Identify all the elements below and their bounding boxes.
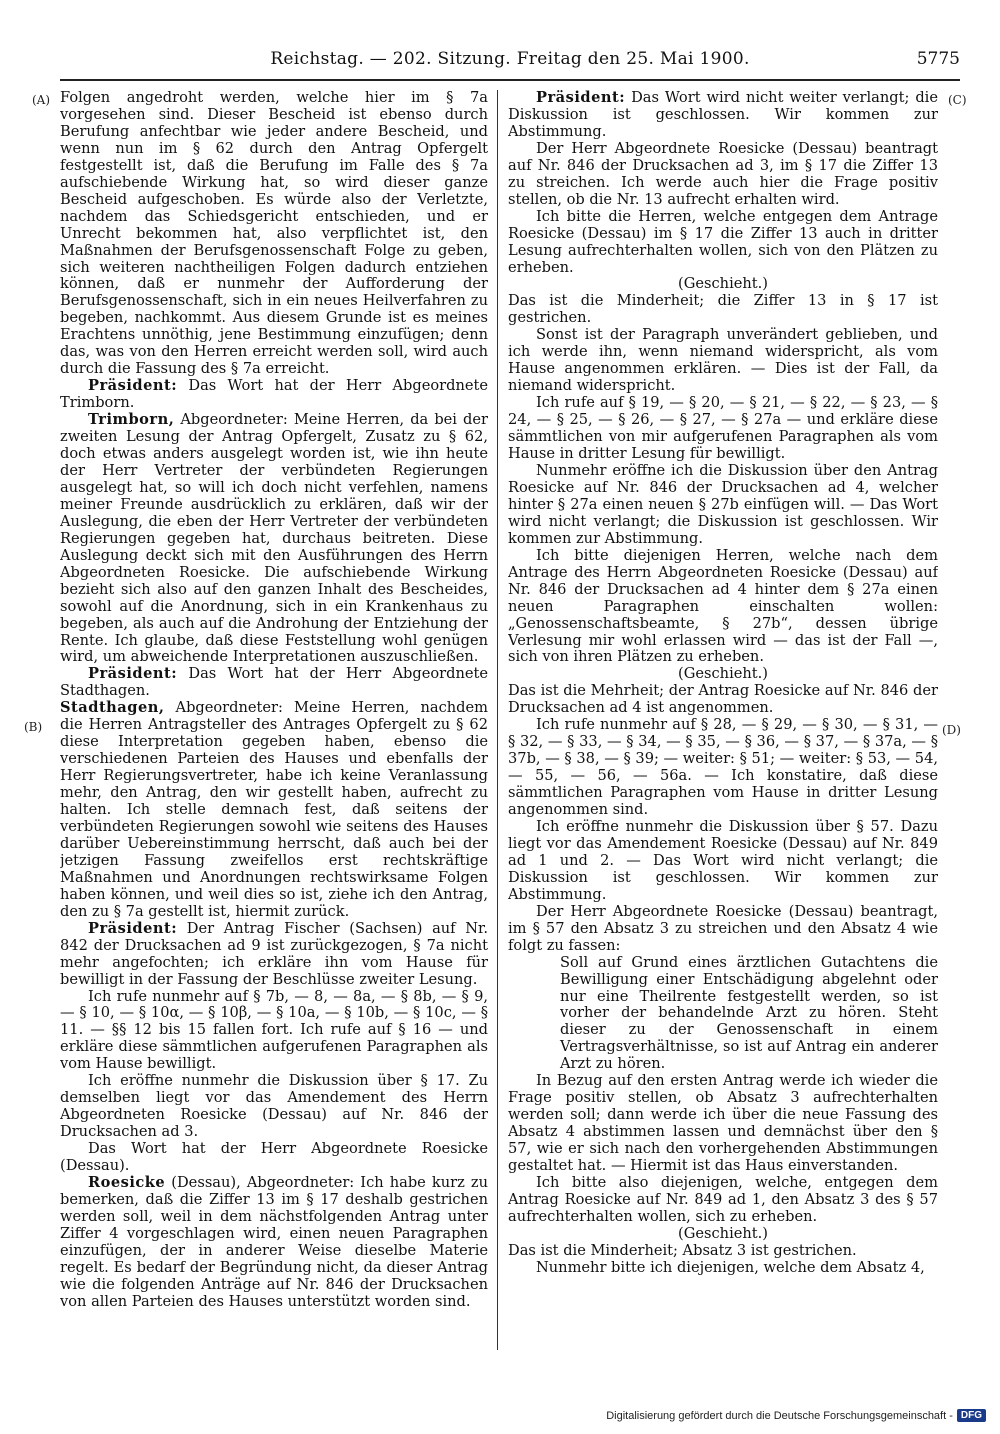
paragraph-text: Nunmehr bitte ich diejenigen, welche dem Absatz 4,: [536, 1258, 925, 1276]
paragraph: [60, 989, 488, 1074]
margin-marker-d: (D): [942, 723, 961, 737]
paragraph: [508, 904, 938, 955]
paragraph-text: Ich bitte also diejenigen, welche, entgegen dem Antrag Roesicke auf Nr. 849 ad 1, den Absatz 3 des § 57 aufrechterhalten wollen, sich zu erheben.: [508, 1174, 938, 1225]
paragraph: [508, 683, 938, 717]
paragraph: [60, 378, 488, 412]
paragraph: [60, 700, 488, 920]
paragraph: [508, 209, 938, 277]
paragraph-text: Der Herr Abgeordnete Roesicke (Dessau) beantragt auf Nr. 846 der Drucksachen ad 3, im § 17 die Ziffer 13 zu streichen. Ich werde auch hier die Frage positiv stellen, ob die Nr. 13 aufrecht erhalten wird.: [508, 139, 938, 208]
paragraph-text: Der Antrag Fischer (Sachsen) auf Nr. 842 der Drucksachen ad 9 ist zurückgezogen, § 7a nicht mehr angefochten; ich erkläre ihn vom Hause für bewilligt in der Fassung der Beschlüsse zweiter Lesung.: [60, 919, 488, 988]
paragraph-text: Das ist die Minderheit; die Ziffer 13 in § 17 ist gestrichen.: [508, 292, 938, 327]
paragraph: [60, 921, 488, 989]
margin-marker-a: (A): [32, 93, 51, 107]
speaker-name: Präsident:: [88, 665, 178, 683]
footer-credit: [606, 1409, 986, 1422]
page-title: Reichstag. — 202. Sitzung. Freitag den 25. Mai 1900.: [270, 49, 750, 69]
paragraph: [508, 293, 938, 327]
paragraph: [508, 666, 938, 683]
speaker-name: Trimborn,: [88, 411, 175, 429]
paragraph-text: Das ist die Mehrheit; der Antrag Roesicke auf Nr. 846 der Drucksachen ad 4 ist angenommen.: [508, 682, 938, 717]
paragraph-text: In Bezug auf den ersten Antrag werde ich wieder die Frage positiv stellen, ob Absatz 3 aufrechterhalten werden soll; dann werde ich über die neue Fassung des Absatz 4 abstimmen lassen und demnächst über den § 57, wie er sich nach den vorhergehenden Abstimmungen gestaltet hat. — Hiermit ist das Haus einverstanden.: [508, 1072, 938, 1175]
paragraph-text: Folgen angedroht werden, welche hier im § 7a vorgesehen sind. Dieser Bescheid ist ebenso durch Berufung anfechtbar wie jeder andere Bescheid, und wenn nun im § 62 durch den Antrag Opfergelt festgestellt ist, daß die Berufung im Falle des § 7a aufschiebende Wirkung hat, so wird dieser ganze Bescheid aufgeschoben. Es würde also der Verletzte, nachdem das Schiedsgericht entschieden, und er Unrecht bekommen hat, also verpflichtet ist, den Maßnahmen der Berufsgenossenschaft Folge zu geben, sich weiteren nachtheiligen Folgen dadurch entziehen können, daß er nunmehr der Aufforderung der Berufsgenossenschaft, sich in ein neues Heilverfahren zu begeben, nachkommt. Aus diesem Grunde ist es meines Erachtens unnöthig, jene Bestimmung einzufügen; denn das, was von den Herren erreicht werden soll, wird auch durch die Fassung des § 7a erreicht.: [60, 90, 488, 378]
margin-marker-b: (B): [24, 720, 43, 734]
header-rule: [60, 79, 960, 81]
paragraph: [508, 463, 938, 548]
speaker-name: Roesicke: [88, 1174, 166, 1191]
paragraph-text: Das Wort wird nicht weiter verlangt; die Diskussion ist geschlossen. Wir kommen zur Abstimmung.: [508, 90, 938, 140]
paragraph-text: Abgeordneter: Meine Herren, da bei der zweiten Lesung der Antrag Opfergelt, Zusatz zu § 62, doch etwas anders ausgelegt worden ist, wie ihn heute der Herr Vertreter der verbündeten Regierungen ausgelegt hat, so will ich doch nicht verfehlen, namens meiner Freunde ausdrücklich zu erklären, daß wir der Auslegung, die eben der Herr Vertreter der verbündeten Regierungen gegeben hat, durchaus beitreten. Diese Auslegung deckt sich mit den Ausführungen des Herrn Abgeordneten Roesicke. Die aufschiebende Wirkung bezieht sich also auf den ganzen Inhalt des Bescheides, sowohl auf die Anordnung, sich in ein Krankenhaus zu begeben, als auch auf die Androhung der Entziehung der Rente. Ich glaube, daß diese Feststellung wohl genügen wird, um abweichende Interpretationen auszuschließen.: [60, 411, 488, 666]
paragraph: [60, 666, 488, 700]
margin-marker-c: (C): [948, 93, 967, 107]
paragraph: [508, 1226, 938, 1243]
speaker-name: Präsident:: [88, 919, 178, 937]
paragraph: [60, 412, 488, 666]
paragraph: [508, 327, 938, 395]
paragraph: [508, 1073, 938, 1175]
paragraph-text: (Geschieht.): [678, 665, 768, 683]
paragraph: [508, 141, 938, 209]
paragraph: [508, 1175, 938, 1226]
page-header: [60, 45, 960, 75]
speaker-name: Präsident:: [536, 90, 626, 106]
paragraph-text: (Geschieht.): [678, 1224, 768, 1242]
paragraph: [508, 1243, 938, 1260]
paragraph-text: Das Wort hat der Herr Abgeordnete Roesicke (Dessau).: [60, 1140, 488, 1175]
paragraph-text: Nunmehr eröffne ich die Diskussion über den Antrag Roesicke auf Nr. 846 der Drucksachen ad 4, welcher hinter § 27a einen neuen § 27b einfügen will. — Das Wort wird nicht verlangt; die Diskussion ist geschlossen. Wir kommen zur Abstimmung.: [508, 461, 938, 547]
paragraph-text: Ich eröffne nunmehr die Diskussion über § 57. Dazu liegt vor das Amendement Roesicke (Dessau) auf Nr. 849 ad 1 und 2. — Das Wort wird nicht verlangt; die Diskussion ist geschlossen. Wir kommen zur Abstimmung.: [508, 817, 938, 903]
paragraph-text: Ich rufe auf § 19, — § 20, — § 21, — § 22, — § 23, — § 24, — § 25, — § 26, — § 27, — § 27a — und erkläre diese sämmtlichen von mir aufgerufenen Paragraphen als vom Hause in dritter Lesung für bewilligt.: [508, 394, 938, 463]
paragraph: [508, 276, 938, 293]
paragraph: [508, 1260, 938, 1277]
dfg-logo: DFG: [957, 1409, 986, 1422]
paragraph: [508, 717, 938, 819]
paragraph: [60, 1175, 488, 1311]
paragraph-text: Ich rufe nunmehr auf § 28, — § 29, — § 30, — § 31, — § 32, — § 33, — § 34, — § 35, — § 36, — § 37, — § 37a, — § 37b, — § 38, — § 39; — weiter: § 51; — weiter: § 53, — 54, — 55, — 56, — 56a. — Ich konstatire, daß diese sämmtlichen Paragraphen vom Hause in dritter Lesung angenommen sind.: [508, 716, 938, 819]
paragraph-text: Ich bitte diejenigen Herren, welche nach dem Antrage des Herrn Abgeordneten Roesicke (Dessau) auf Nr. 846 der Drucksachen ad 4 hinter dem § 27a einen neuen Paragraphen einschalten wollen: „Genossenschaftsbeamte, § 27b“, dessen übrige Verlesung mir wohl erlassen wird — das ist der Fall —, sich von ihren Plätzen zu erheben.: [508, 546, 938, 666]
paragraph-text: Das Wort hat der Herr Abgeordnete Trimborn.: [60, 377, 488, 412]
speaker-name: Präsident:: [88, 377, 178, 395]
paragraph-text: Sonst ist der Paragraph unverändert geblieben, und ich werde ihn, wenn niemand widerspricht, als vom Hause angenommen erklären. — Dies ist der Fall, da niemand widerspricht.: [508, 326, 938, 395]
paragraph: [60, 90, 488, 378]
footer-text: Digitalisierung gefördert durch die Deutsche Forschungsgemeinschaft -: [606, 1409, 953, 1422]
paragraph-text: Der Herr Abgeordnete Roesicke (Dessau) beantragt, im § 57 den Absatz 3 zu streichen und den Absatz 4 wie folgt zu fassen:: [508, 902, 938, 954]
column-divider: [497, 90, 498, 1350]
left-text-column: [60, 90, 488, 1350]
paragraph-text: Ich rufe nunmehr auf § 7b, — 8, — 8a, — § 8b, — § 9, — § 10, — § 10α, — § 10β, — § 10a, — § 10b, — § 10c, — § 11. — §§ 12 bis 15 fallen fort. Ich rufe auf § 16 — und erkläre diese sämmtlichen aufgerufenen Paragraphen als vom Hause bewilligt.: [60, 987, 488, 1073]
paragraph: [508, 90, 938, 141]
paragraph-text: Das ist die Minderheit; Absatz 3 ist gestrichen.: [508, 1241, 857, 1259]
page-number: 5775: [916, 49, 960, 69]
paragraph-text: Soll auf Grund eines ärztlichen Gutachtens die Bewilligung einer Entschädigung abgelehnt oder nur eine Theilrente festgestellt werden, so ist vorher der behandelnde Arzt zu hören. Steht dieser zu der Genossenschaft in einem Vertragsverhältnisse, so ist auf Antrag ein anderer Arzt zu hören.: [560, 953, 938, 1073]
paragraph-text: (Dessau), Abgeordneter: Ich habe kurz zu bemerken, daß die Ziffer 13 im § 17 deshalb gestrichen werden soll, weil in dem nächstfolgenden Antrag unter Ziffer 4 vorgeschlagen wird, einen neuen Paragraphen einzufügen, der in anderer Weise dieselbe Materie regelt. Es bedarf der Begründung nicht, da dieser Antrag wie die folgenden Anträge auf Nr. 846 der Drucksachen von allen Parteien des Hauses unterstützt worden sind.: [60, 1174, 488, 1310]
paragraph-text: Abgeordneter: Meine Herren, nachdem die Herren Antragsteller des Antrages Opfergelt zu § 62 diese Interpretation gegeben haben, ebenso die verschiedenen Parteien des Hauses und ebenfalls der Herr Regierungsvertreter, habe ich keine Veranlassung mehr, den Antrag, den wir gestellt haben, aufrecht zu halten. Ich stelle demnach fest, daß seitens der verbündeten Regierungen sowohl wie seitens des Hauses darüber Uebereinstimmung herrscht, daß auch bei der jetzigen Fassung zweifellos erst rechtskräftige Maßnahmen und Anordnungen rechtswirksame Folgen haben können, und weil dies so ist, ziehe ich den Antrag, den zu § 7a gestellt ist, hiermit zurück.: [60, 699, 488, 920]
right-text-column: [508, 90, 938, 1350]
paragraph: [60, 1073, 488, 1141]
paragraph: [508, 548, 938, 667]
paragraph: [508, 955, 938, 1074]
speaker-name: Stadthagen,: [60, 699, 165, 717]
paragraph-text: (Geschieht.): [678, 275, 768, 293]
paragraph: [508, 819, 938, 904]
paragraph-text: Das Wort hat der Herr Abgeordnete Stadthagen.: [60, 665, 488, 700]
paragraph-text: Ich eröffne nunmehr die Diskussion über § 17. Zu demselben liegt vor das Amendement des Herrn Abgeordneten Roesicke (Dessau) auf Nr. 846 der Drucksachen ad 3.: [60, 1072, 488, 1141]
paragraph: [508, 395, 938, 463]
paragraph: [60, 1141, 488, 1175]
paragraph-text: Ich bitte die Herren, welche entgegen dem Antrage Roesicke (Dessau) im § 17 die Ziffer 13 auch in dritter Lesung aufrechterhalten wollen, sich von den Plätzen zu erheben.: [508, 207, 938, 276]
